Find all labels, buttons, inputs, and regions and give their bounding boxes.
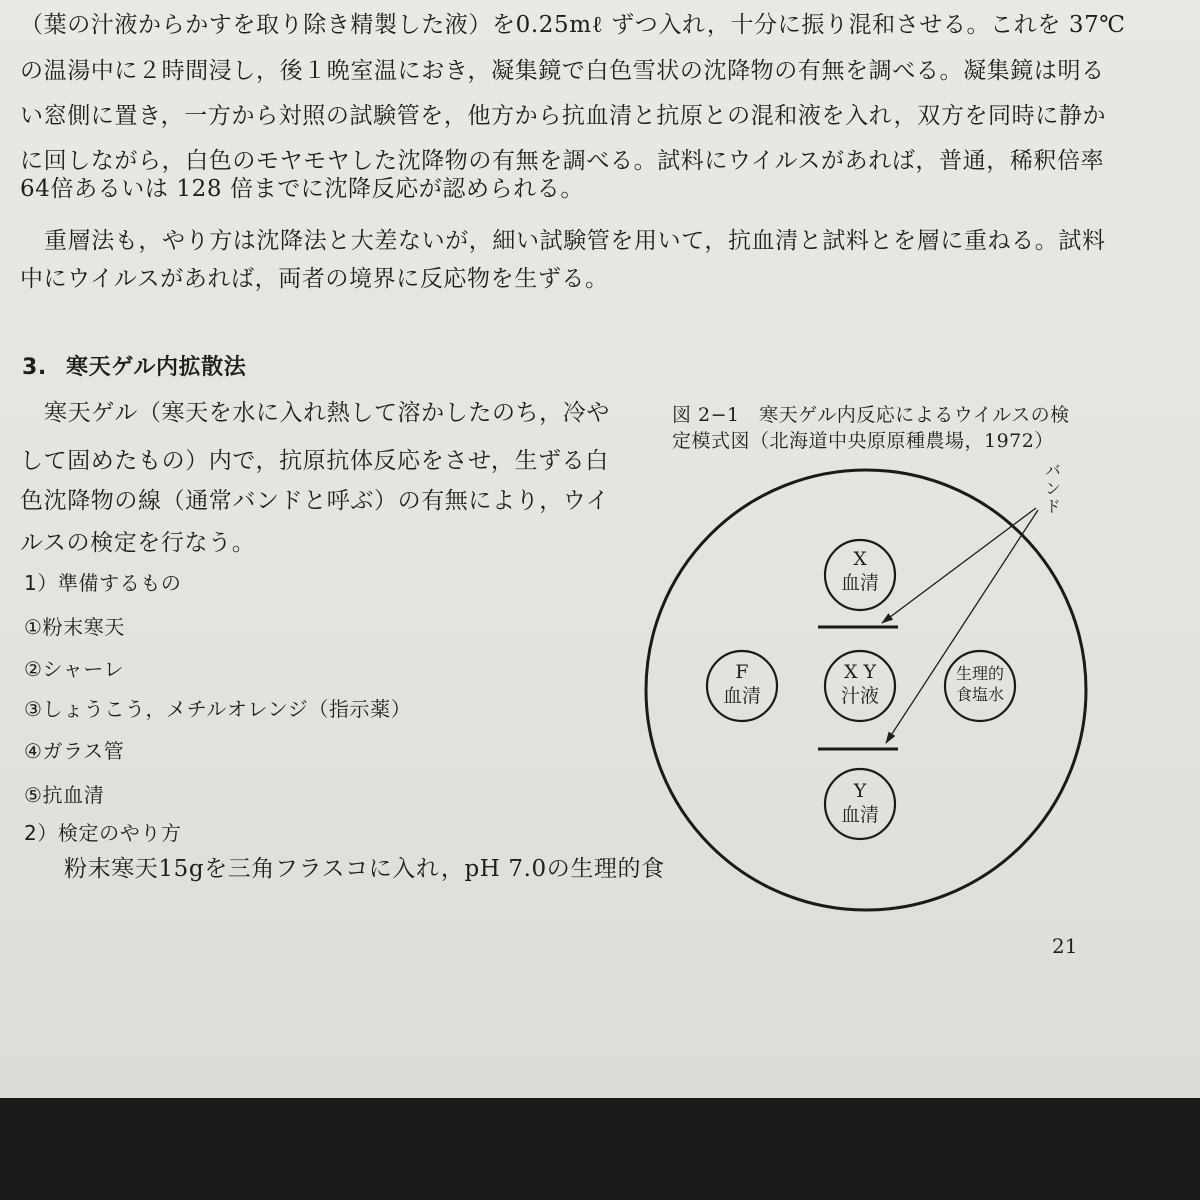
well-y-label: Y [853, 780, 867, 802]
well-saline-label: 生理的 [955, 664, 1005, 683]
list1-item: ④ガラス管 [24, 739, 125, 763]
paragraph3-line3: 色沈降物の線（通常バンドと呼ぶ）の有無により，ウイ [20, 488, 610, 514]
list1-item: ③しょうこう，メチルオレンジ（指示薬） [24, 697, 412, 721]
paragraph1-line2: の温湯中に２時間浸し，後１晩室温におき，凝集鏡で白色雪状の沈降物の有無を調べる。凝集鏡は明る [20, 58, 1105, 84]
paragraph1-line3: い窓側に置き，一方から対照の試験管を，他方から抗血清と抗原との混和液を入れ，双方を同時に静か [20, 103, 1107, 129]
section-number: 3. [22, 355, 47, 380]
well-xy-sublabel: 汁液 [840, 685, 880, 707]
list2-heading: 2）検定のやり方 [24, 821, 182, 845]
list2-first-line: 粉末寒天15gを三角フラスコに入れ，pH 7.0の生理的食 [64, 856, 665, 882]
well-saline-sublabel: 食塩水 [955, 685, 1005, 704]
well-xy-label: X Y [843, 661, 877, 683]
band-arrow-lower [886, 510, 1038, 743]
well-y-sublabel: 血清 [840, 804, 880, 826]
list1-item: ⑤抗血清 [24, 783, 105, 807]
list1-item: ②シャーレ [24, 657, 125, 681]
list1-item: ①粉末寒天 [24, 615, 125, 639]
well-x-sublabel: 血清 [840, 572, 880, 594]
list1-heading: 1）準備するもの [24, 571, 182, 595]
band-arrow-upper [882, 508, 1036, 623]
page-number: 21 [1052, 934, 1078, 958]
figure-caption-line2: 定模式図（北海道中央原原種農場，1972） [672, 430, 1054, 452]
paragraph3-line1: 寒天ゲル（寒天を水に入れ熱して溶かしたのち，冷や [44, 400, 610, 426]
paragraph1-line4: に回しながら，白色のモヤモヤした沈降物の有無を調べる。試料にウイルスがあれば，普通，稀釈倍率 [20, 148, 1105, 174]
paragraph3-line4: ルスの検定を行なう。 [20, 530, 256, 556]
figure-caption-line1: 図 2−1 寒天ゲル内反応によるウイルスの検 [672, 404, 1070, 426]
dark-background-edge [0, 1098, 1200, 1200]
paragraph1-line5: 64倍あるいは 128 倍までに沈降反応が認められる。 [20, 176, 584, 202]
band-label: バンド [1042, 462, 1062, 516]
well-f-sublabel: 血清 [722, 685, 762, 707]
well-f-label: F [735, 661, 749, 683]
paragraph2-line2: 中にウイルスがあれば，両者の境界に反応物を生ずる。 [20, 266, 609, 292]
well-x-label: X [853, 548, 867, 570]
paragraph1-line1: （葉の汁液からかすを取り除き精製した液）を0.25mℓ ずつ入れ，十分に振り混和させる。これを 37℃ [20, 12, 1126, 38]
paragraph2-line1: 重層法も，やり方は沈降法と大差ないが，細い試験管を用いて，抗血清と試料とを層に重ねる。試料 [44, 228, 1106, 254]
section-title: 寒天ゲル内拡散法 [66, 355, 247, 380]
paragraph3-line2: して固めたもの）内で，抗原抗体反応をさせ，生ずる白 [20, 448, 609, 474]
